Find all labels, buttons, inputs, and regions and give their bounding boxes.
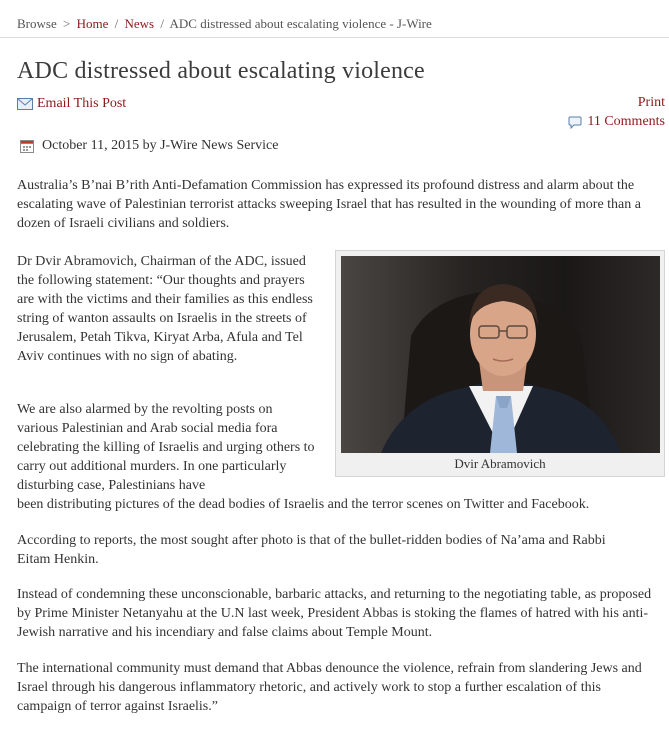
article-title: ADC distressed about escalating violence bbox=[17, 58, 425, 84]
comments-count: 11 Comments bbox=[587, 114, 665, 129]
paragraph: We are also alarmed by the revolting posts on various Palestinian and Arab social media fora celebrating the killing of Israelis and urging others to carry out additional murders. In one particularly disturbing case, Palestinians have bbox=[17, 402, 315, 493]
photo-figure bbox=[335, 250, 665, 477]
portrait-illustration bbox=[341, 256, 660, 453]
breadcrumb-separator: > bbox=[62, 16, 71, 31]
breadcrumb-current: ADC distressed about escalating violence - J-Wire bbox=[169, 16, 432, 31]
breadcrumb-separator: / bbox=[160, 16, 164, 31]
paragraph: been distributing pictures of the dead bodies of Israelis and the terror scenes on Twitter and Facebook. bbox=[17, 497, 590, 512]
speech-bubble-icon bbox=[568, 116, 582, 129]
comments-link[interactable] bbox=[568, 114, 665, 130]
print-link[interactable]: Print bbox=[637, 95, 665, 110]
calendar-icon bbox=[20, 139, 34, 153]
envelope-icon bbox=[17, 98, 33, 110]
post-meta bbox=[20, 138, 278, 154]
photo-caption: Dvir Abramovich bbox=[454, 456, 546, 471]
paragraph: Dr Dvir Abramovich, Chairman of the ADC, issued the following statement: “Our thoughts and prayers are with the victims and their families as this endless string of wanton assaults on Israelis in the streets of Jerusalem, Petah Tikva, Kiryat Arba, Afula and Tel Aviv continues with no sign of abating. bbox=[17, 254, 313, 364]
paragraph: Instead of condemning these unconscionable, barbaric attacks, and returning to the negotiating table, as proposed by Prime Minister Netanyahu at the U.N last week, President Abbas is stoking the flames of hatred with his anti-Jewish narrative and his incendiary and false claims about Temple Mount. bbox=[17, 587, 652, 640]
portrait-photo bbox=[341, 256, 660, 453]
breadcrumb-news-link[interactable]: News bbox=[124, 16, 155, 31]
email-post-label: Email This Post bbox=[37, 96, 127, 111]
post-date-author: October 11, 2015 by J-Wire News Service bbox=[42, 138, 279, 153]
breadcrumb-home-link[interactable]: Home bbox=[76, 16, 109, 31]
breadcrumb-browse: Browse bbox=[17, 16, 57, 31]
email-post-link[interactable] bbox=[17, 96, 126, 112]
paragraph: The international community must demand that Abbas denounce the violence, refrain from slandering Jews and Israel through his dangerous inflammatory rhetoric, and actively work to stop a further escalation of this campaign of terror against Israelis.” bbox=[17, 661, 642, 714]
breadcrumb-separator: / bbox=[114, 16, 119, 31]
paragraph: According to reports, the most sought after photo is that of the bullet-ridden bodies of Na’ama and Rabbi Eitam Henkin. bbox=[17, 533, 606, 567]
paragraph: Australia’s B’nai B’rith Anti-Defamation Commission has expressed its profound distress and alarm about the escalating wave of Palestinian terrorist attacks sweeping Israel that has resulted in the wounding of more than a dozen of Israeli civilians and soldiers. bbox=[17, 178, 641, 231]
breadcrumb bbox=[0, 8, 669, 38]
